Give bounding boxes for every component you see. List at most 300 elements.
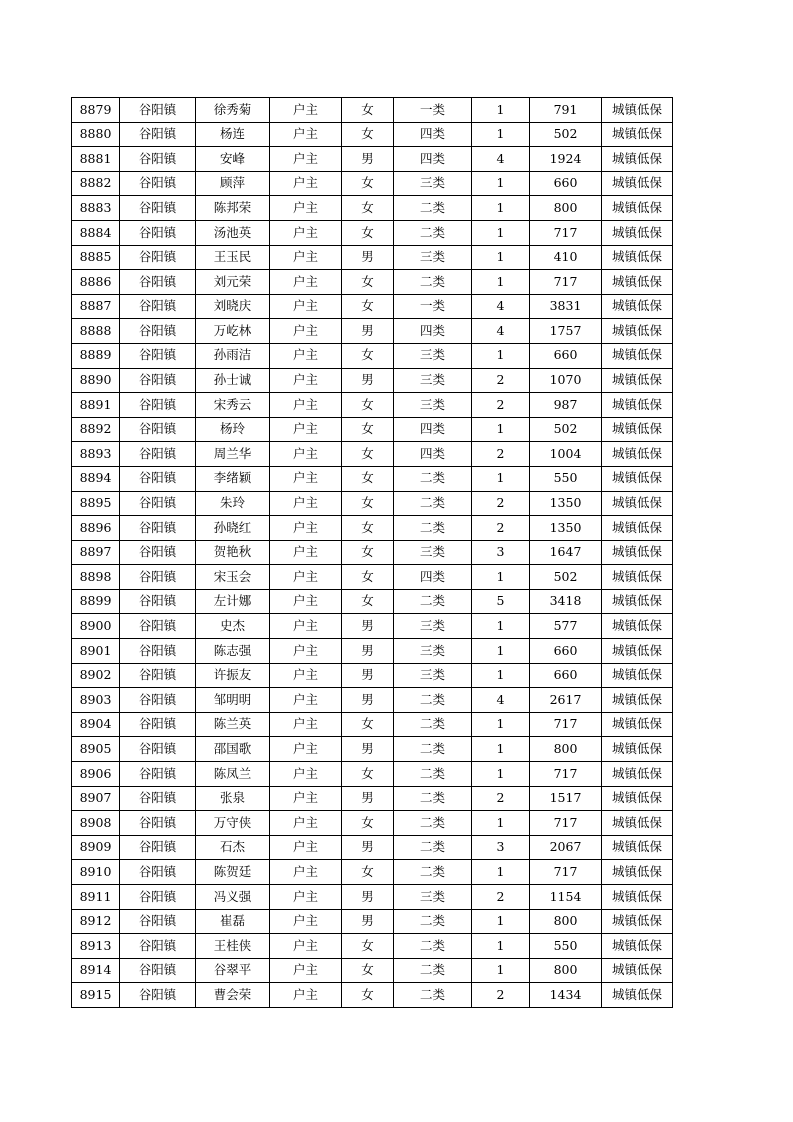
- household-size-cell: 1: [472, 220, 530, 245]
- town-cell: 谷阳镇: [120, 466, 196, 491]
- amount-cell: 1757: [530, 319, 602, 344]
- amount-cell: 3831: [530, 294, 602, 319]
- serial-cell: 8903: [72, 688, 120, 713]
- gender-cell: 女: [342, 393, 394, 418]
- assistance-type-cell: 城镇低保: [602, 491, 673, 516]
- assistance-type-cell: 城镇低保: [602, 712, 673, 737]
- gender-cell: 男: [342, 147, 394, 172]
- assistance-type-cell: 城镇低保: [602, 220, 673, 245]
- table-row: [72, 540, 673, 565]
- serial-cell: 8912: [72, 909, 120, 934]
- gender-cell: 女: [342, 589, 394, 614]
- relation-cell: 户主: [270, 860, 342, 885]
- category-cell: 二类: [394, 196, 472, 221]
- relation-cell: 户主: [270, 466, 342, 491]
- amount-cell: 660: [530, 171, 602, 196]
- category-cell: 二类: [394, 688, 472, 713]
- gender-cell: 女: [342, 540, 394, 565]
- gender-cell: 女: [342, 122, 394, 147]
- assistance-type-cell: 城镇低保: [602, 811, 673, 836]
- relation-cell: 户主: [270, 835, 342, 860]
- table-row: [72, 712, 673, 737]
- household-size-cell: 2: [472, 442, 530, 467]
- gender-cell: 女: [342, 983, 394, 1008]
- name-cell: 陈志强: [196, 639, 270, 664]
- household-size-cell: 1: [472, 245, 530, 270]
- serial-cell: 8908: [72, 811, 120, 836]
- name-cell: 宋玉会: [196, 565, 270, 590]
- table-row: [72, 171, 673, 196]
- household-size-cell: 2: [472, 885, 530, 910]
- name-cell: 孙雨洁: [196, 343, 270, 368]
- gender-cell: 女: [342, 466, 394, 491]
- serial-cell: 8906: [72, 762, 120, 787]
- assistance-type-cell: 城镇低保: [602, 688, 673, 713]
- household-size-cell: 1: [472, 98, 530, 123]
- serial-cell: 8905: [72, 737, 120, 762]
- table-row: [72, 319, 673, 344]
- assistance-type-cell: 城镇低保: [602, 909, 673, 934]
- amount-cell: 800: [530, 737, 602, 762]
- assistance-type-cell: 城镇低保: [602, 466, 673, 491]
- name-cell: 崔磊: [196, 909, 270, 934]
- serial-cell: 8900: [72, 614, 120, 639]
- gender-cell: 女: [342, 565, 394, 590]
- gender-cell: 女: [342, 196, 394, 221]
- town-cell: 谷阳镇: [120, 516, 196, 541]
- assistance-type-cell: 城镇低保: [602, 663, 673, 688]
- amount-cell: 550: [530, 466, 602, 491]
- town-cell: 谷阳镇: [120, 663, 196, 688]
- category-cell: 一类: [394, 294, 472, 319]
- serial-cell: 8896: [72, 516, 120, 541]
- town-cell: 谷阳镇: [120, 393, 196, 418]
- category-cell: 四类: [394, 122, 472, 147]
- category-cell: 二类: [394, 516, 472, 541]
- assistance-type-cell: 城镇低保: [602, 368, 673, 393]
- name-cell: 冯义强: [196, 885, 270, 910]
- town-cell: 谷阳镇: [120, 565, 196, 590]
- amount-cell: 1070: [530, 368, 602, 393]
- amount-cell: 1154: [530, 885, 602, 910]
- assistance-type-cell: 城镇低保: [602, 860, 673, 885]
- relation-cell: 户主: [270, 737, 342, 762]
- category-cell: 三类: [394, 368, 472, 393]
- household-size-cell: 1: [472, 639, 530, 664]
- amount-cell: 1434: [530, 983, 602, 1008]
- table-row: [72, 393, 673, 418]
- name-cell: 刘元荣: [196, 270, 270, 295]
- town-cell: 谷阳镇: [120, 417, 196, 442]
- category-cell: 三类: [394, 540, 472, 565]
- name-cell: 孙士诚: [196, 368, 270, 393]
- relation-cell: 户主: [270, 885, 342, 910]
- name-cell: 周兰华: [196, 442, 270, 467]
- table-row: [72, 417, 673, 442]
- town-cell: 谷阳镇: [120, 983, 196, 1008]
- relation-cell: 户主: [270, 442, 342, 467]
- amount-cell: 502: [530, 565, 602, 590]
- category-cell: 二类: [394, 466, 472, 491]
- gender-cell: 男: [342, 614, 394, 639]
- household-size-cell: 1: [472, 958, 530, 983]
- household-size-cell: 2: [472, 368, 530, 393]
- category-cell: 四类: [394, 565, 472, 590]
- table-row: [72, 270, 673, 295]
- table-row: [72, 860, 673, 885]
- category-cell: 二类: [394, 270, 472, 295]
- gender-cell: 女: [342, 343, 394, 368]
- serial-cell: 8889: [72, 343, 120, 368]
- table-row: [72, 786, 673, 811]
- assistance-type-cell: 城镇低保: [602, 196, 673, 221]
- table-row: [72, 368, 673, 393]
- household-size-cell: 1: [472, 762, 530, 787]
- relation-cell: 户主: [270, 516, 342, 541]
- town-cell: 谷阳镇: [120, 860, 196, 885]
- town-cell: 谷阳镇: [120, 442, 196, 467]
- category-cell: 二类: [394, 835, 472, 860]
- name-cell: 陈兰英: [196, 712, 270, 737]
- household-size-cell: 1: [472, 196, 530, 221]
- gender-cell: 女: [342, 860, 394, 885]
- relation-cell: 户主: [270, 663, 342, 688]
- amount-cell: 2067: [530, 835, 602, 860]
- town-cell: 谷阳镇: [120, 909, 196, 934]
- serial-cell: 8911: [72, 885, 120, 910]
- relation-cell: 户主: [270, 540, 342, 565]
- table-row: [72, 98, 673, 123]
- relation-cell: 户主: [270, 491, 342, 516]
- serial-cell: 8899: [72, 589, 120, 614]
- amount-cell: 800: [530, 909, 602, 934]
- assistance-type-cell: 城镇低保: [602, 835, 673, 860]
- town-cell: 谷阳镇: [120, 639, 196, 664]
- name-cell: 汤池英: [196, 220, 270, 245]
- name-cell: 刘晓庆: [196, 294, 270, 319]
- town-cell: 谷阳镇: [120, 491, 196, 516]
- assistance-type-cell: 城镇低保: [602, 270, 673, 295]
- amount-cell: 502: [530, 417, 602, 442]
- relation-cell: 户主: [270, 343, 342, 368]
- assistance-type-cell: 城镇低保: [602, 958, 673, 983]
- serial-cell: 8892: [72, 417, 120, 442]
- name-cell: 陈邦荣: [196, 196, 270, 221]
- amount-cell: 410: [530, 245, 602, 270]
- name-cell: 顾萍: [196, 171, 270, 196]
- name-cell: 谷翠平: [196, 958, 270, 983]
- amount-cell: 1647: [530, 540, 602, 565]
- category-cell: 二类: [394, 491, 472, 516]
- gender-cell: 女: [342, 294, 394, 319]
- town-cell: 谷阳镇: [120, 934, 196, 959]
- assistance-type-cell: 城镇低保: [602, 319, 673, 344]
- assistance-type-cell: 城镇低保: [602, 245, 673, 270]
- table-row: [72, 688, 673, 713]
- assistance-type-cell: 城镇低保: [602, 737, 673, 762]
- relation-cell: 户主: [270, 220, 342, 245]
- amount-cell: 717: [530, 811, 602, 836]
- table-row: [72, 762, 673, 787]
- amount-cell: 800: [530, 196, 602, 221]
- table-row: [72, 196, 673, 221]
- serial-cell: 8907: [72, 786, 120, 811]
- household-size-cell: 1: [472, 417, 530, 442]
- assistance-type-cell: 城镇低保: [602, 98, 673, 123]
- gender-cell: 男: [342, 688, 394, 713]
- category-cell: 二类: [394, 737, 472, 762]
- category-cell: 二类: [394, 860, 472, 885]
- table-row: [72, 639, 673, 664]
- household-size-cell: 1: [472, 934, 530, 959]
- roster-table: [71, 97, 673, 1008]
- household-size-cell: 2: [472, 786, 530, 811]
- amount-cell: 1004: [530, 442, 602, 467]
- relation-cell: 户主: [270, 270, 342, 295]
- serial-cell: 8898: [72, 565, 120, 590]
- household-size-cell: 3: [472, 835, 530, 860]
- gender-cell: 男: [342, 245, 394, 270]
- category-cell: 二类: [394, 220, 472, 245]
- table-row: [72, 442, 673, 467]
- name-cell: 万屹林: [196, 319, 270, 344]
- town-cell: 谷阳镇: [120, 835, 196, 860]
- relation-cell: 户主: [270, 688, 342, 713]
- relation-cell: 户主: [270, 417, 342, 442]
- serial-cell: 8914: [72, 958, 120, 983]
- relation-cell: 户主: [270, 614, 342, 639]
- household-size-cell: 1: [472, 122, 530, 147]
- category-cell: 三类: [394, 663, 472, 688]
- household-size-cell: 1: [472, 466, 530, 491]
- table-row: [72, 122, 673, 147]
- name-cell: 张泉: [196, 786, 270, 811]
- relation-cell: 户主: [270, 196, 342, 221]
- table-row: [72, 466, 673, 491]
- serial-cell: 8910: [72, 860, 120, 885]
- category-cell: 二类: [394, 811, 472, 836]
- relation-cell: 户主: [270, 712, 342, 737]
- serial-cell: 8879: [72, 98, 120, 123]
- relation-cell: 户主: [270, 811, 342, 836]
- relation-cell: 户主: [270, 171, 342, 196]
- table-row: [72, 147, 673, 172]
- gender-cell: 女: [342, 958, 394, 983]
- assistance-type-cell: 城镇低保: [602, 122, 673, 147]
- serial-cell: 8890: [72, 368, 120, 393]
- gender-cell: 女: [342, 811, 394, 836]
- name-cell: 邹明明: [196, 688, 270, 713]
- gender-cell: 女: [342, 934, 394, 959]
- relation-cell: 户主: [270, 639, 342, 664]
- name-cell: 贺艳秋: [196, 540, 270, 565]
- gender-cell: 女: [342, 220, 394, 245]
- serial-cell: 8897: [72, 540, 120, 565]
- town-cell: 谷阳镇: [120, 540, 196, 565]
- town-cell: 谷阳镇: [120, 885, 196, 910]
- serial-cell: 8891: [72, 393, 120, 418]
- gender-cell: 男: [342, 639, 394, 664]
- assistance-type-cell: 城镇低保: [602, 343, 673, 368]
- town-cell: 谷阳镇: [120, 958, 196, 983]
- town-cell: 谷阳镇: [120, 98, 196, 123]
- town-cell: 谷阳镇: [120, 319, 196, 344]
- amount-cell: 660: [530, 343, 602, 368]
- assistance-type-cell: 城镇低保: [602, 786, 673, 811]
- town-cell: 谷阳镇: [120, 786, 196, 811]
- town-cell: 谷阳镇: [120, 294, 196, 319]
- town-cell: 谷阳镇: [120, 811, 196, 836]
- category-cell: 四类: [394, 319, 472, 344]
- relation-cell: 户主: [270, 958, 342, 983]
- gender-cell: 女: [342, 516, 394, 541]
- table-row: [72, 663, 673, 688]
- household-size-cell: 4: [472, 319, 530, 344]
- table-row: [72, 589, 673, 614]
- amount-cell: 577: [530, 614, 602, 639]
- category-cell: 三类: [394, 393, 472, 418]
- name-cell: 曹会荣: [196, 983, 270, 1008]
- table-row: [72, 835, 673, 860]
- category-cell: 四类: [394, 442, 472, 467]
- table-row: [72, 737, 673, 762]
- relation-cell: 户主: [270, 786, 342, 811]
- gender-cell: 男: [342, 319, 394, 344]
- name-cell: 石杰: [196, 835, 270, 860]
- gender-cell: 男: [342, 909, 394, 934]
- category-cell: 三类: [394, 343, 472, 368]
- name-cell: 徐秀菊: [196, 98, 270, 123]
- table-row: [72, 909, 673, 934]
- gender-cell: 男: [342, 737, 394, 762]
- household-size-cell: 1: [472, 737, 530, 762]
- relation-cell: 户主: [270, 147, 342, 172]
- assistance-type-cell: 城镇低保: [602, 294, 673, 319]
- amount-cell: 3418: [530, 589, 602, 614]
- assistance-type-cell: 城镇低保: [602, 516, 673, 541]
- serial-cell: 8883: [72, 196, 120, 221]
- table-row: [72, 614, 673, 639]
- name-cell: 王桂侠: [196, 934, 270, 959]
- amount-cell: 717: [530, 712, 602, 737]
- household-size-cell: 1: [472, 565, 530, 590]
- amount-cell: 791: [530, 98, 602, 123]
- household-size-cell: 1: [472, 663, 530, 688]
- town-cell: 谷阳镇: [120, 688, 196, 713]
- gender-cell: 女: [342, 712, 394, 737]
- amount-cell: 1350: [530, 516, 602, 541]
- table-row: [72, 934, 673, 959]
- serial-cell: 8885: [72, 245, 120, 270]
- household-size-cell: 2: [472, 516, 530, 541]
- table-row: [72, 958, 673, 983]
- town-cell: 谷阳镇: [120, 343, 196, 368]
- relation-cell: 户主: [270, 762, 342, 787]
- town-cell: 谷阳镇: [120, 220, 196, 245]
- assistance-type-cell: 城镇低保: [602, 565, 673, 590]
- serial-cell: 8909: [72, 835, 120, 860]
- household-size-cell: 5: [472, 589, 530, 614]
- town-cell: 谷阳镇: [120, 737, 196, 762]
- amount-cell: 1350: [530, 491, 602, 516]
- gender-cell: 男: [342, 663, 394, 688]
- assistance-type-cell: 城镇低保: [602, 885, 673, 910]
- category-cell: 三类: [394, 885, 472, 910]
- relation-cell: 户主: [270, 393, 342, 418]
- amount-cell: 660: [530, 639, 602, 664]
- name-cell: 陈凤兰: [196, 762, 270, 787]
- name-cell: 左计娜: [196, 589, 270, 614]
- serial-cell: 8881: [72, 147, 120, 172]
- category-cell: 二类: [394, 983, 472, 1008]
- category-cell: 二类: [394, 712, 472, 737]
- amount-cell: 2617: [530, 688, 602, 713]
- serial-cell: 8887: [72, 294, 120, 319]
- relation-cell: 户主: [270, 98, 342, 123]
- serial-cell: 8882: [72, 171, 120, 196]
- name-cell: 史杰: [196, 614, 270, 639]
- amount-cell: 1517: [530, 786, 602, 811]
- serial-cell: 8880: [72, 122, 120, 147]
- category-cell: 一类: [394, 98, 472, 123]
- relation-cell: 户主: [270, 294, 342, 319]
- category-cell: 二类: [394, 589, 472, 614]
- gender-cell: 女: [342, 442, 394, 467]
- household-size-cell: 2: [472, 393, 530, 418]
- amount-cell: 717: [530, 860, 602, 885]
- serial-cell: 8895: [72, 491, 120, 516]
- relation-cell: 户主: [270, 565, 342, 590]
- gender-cell: 女: [342, 417, 394, 442]
- town-cell: 谷阳镇: [120, 147, 196, 172]
- category-cell: 三类: [394, 639, 472, 664]
- amount-cell: 502: [530, 122, 602, 147]
- gender-cell: 男: [342, 885, 394, 910]
- gender-cell: 女: [342, 98, 394, 123]
- category-cell: 三类: [394, 614, 472, 639]
- amount-cell: 717: [530, 762, 602, 787]
- gender-cell: 男: [342, 835, 394, 860]
- category-cell: 三类: [394, 171, 472, 196]
- table-row: [72, 220, 673, 245]
- name-cell: 李绪颖: [196, 466, 270, 491]
- amount-cell: 987: [530, 393, 602, 418]
- name-cell: 许振友: [196, 663, 270, 688]
- category-cell: 四类: [394, 147, 472, 172]
- category-cell: 四类: [394, 417, 472, 442]
- name-cell: 邵国歌: [196, 737, 270, 762]
- gender-cell: 女: [342, 491, 394, 516]
- household-size-cell: 1: [472, 811, 530, 836]
- serial-cell: 8901: [72, 639, 120, 664]
- roster-body: [72, 98, 673, 1008]
- amount-cell: 717: [530, 220, 602, 245]
- serial-cell: 8904: [72, 712, 120, 737]
- name-cell: 万守侠: [196, 811, 270, 836]
- table-row: [72, 811, 673, 836]
- amount-cell: 800: [530, 958, 602, 983]
- town-cell: 谷阳镇: [120, 762, 196, 787]
- category-cell: 二类: [394, 934, 472, 959]
- serial-cell: 8893: [72, 442, 120, 467]
- household-size-cell: 1: [472, 270, 530, 295]
- serial-cell: 8902: [72, 663, 120, 688]
- household-size-cell: 2: [472, 983, 530, 1008]
- household-size-cell: 1: [472, 343, 530, 368]
- assistance-type-cell: 城镇低保: [602, 540, 673, 565]
- serial-cell: 8886: [72, 270, 120, 295]
- amount-cell: 660: [530, 663, 602, 688]
